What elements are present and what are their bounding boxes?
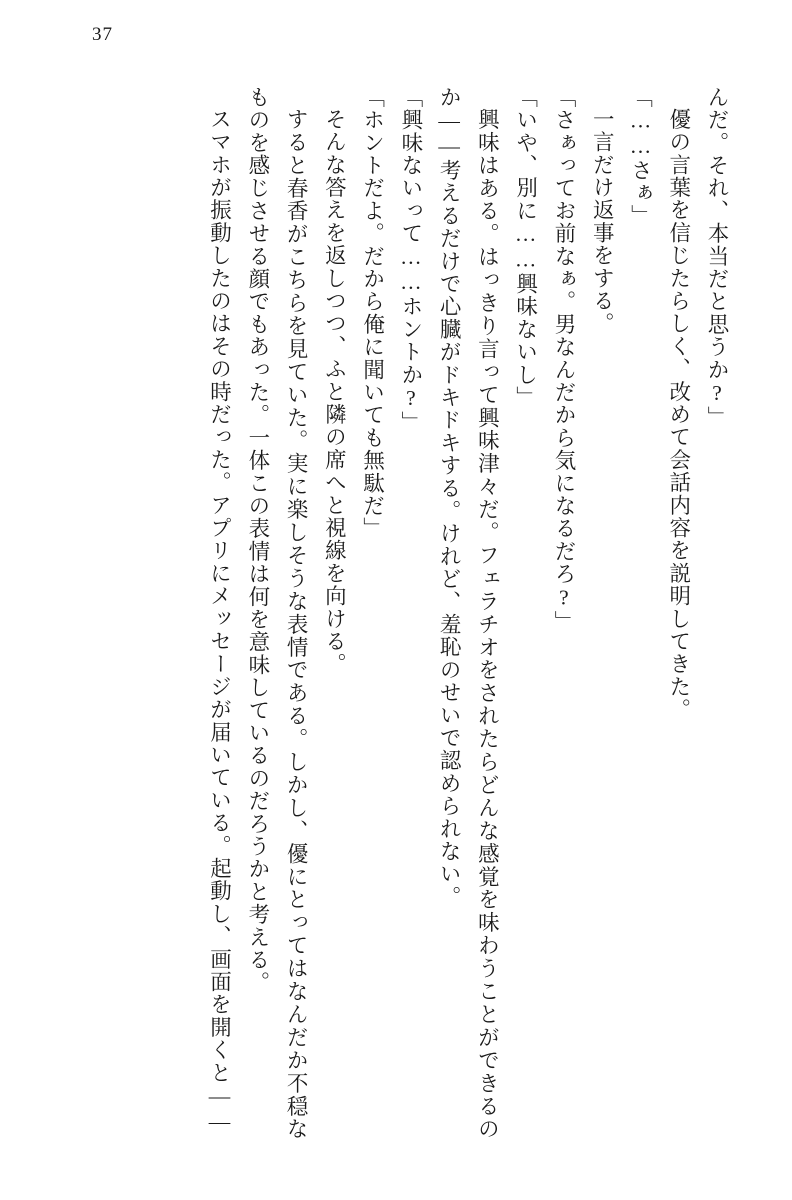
paragraph: スマホが振動したのはその時だった。アプリにメッセージが届いている。起動し、画面を開くと—— [207, 107, 232, 1134]
paragraph: 「いや、別に……興味ないし」 [513, 86, 538, 409]
paragraph: 「興味ないって……ホントか?」 [398, 86, 423, 434]
page-number: 37 [92, 24, 113, 45]
paragraph: すると春香がこちらを見ていた。実に楽しそうな表情である。しかし、優にとってはなんだか不穏なものを感じさせる顔でもあった。一体この表情は何を意味しているのだろうかと考える。 [245, 86, 309, 1140]
paragraph: 興味はある。はっきり言って興味津々だ。フェラチオをされたらどんな感覚を味わうことができるのか——考えるだけで心臓がドキドキする。けれど、羞恥のせいで認められない。 [437, 86, 500, 1140]
paragraph: んだ。それ、本当だと思うか?」 [705, 86, 729, 429]
paragraph: 「ホントだよ。だから俺に聞いても無駄だ」 [360, 86, 385, 540]
paragraph: 「さぁってお前なぁ。男なんだから気になるだろ?」 [551, 86, 576, 634]
page-body-text [56, 86, 736, 1140]
paragraph: 一言だけ返事をする。 [590, 107, 615, 335]
paragraph: 「……さぁ」 [628, 86, 653, 228]
paragraph: 優の言葉を信じたらしく、改めて会話内容を説明してきた。 [666, 107, 691, 721]
paragraph: そんな答えを返しつつ、ふと隣の席へと視線を向ける。 [322, 107, 347, 675]
